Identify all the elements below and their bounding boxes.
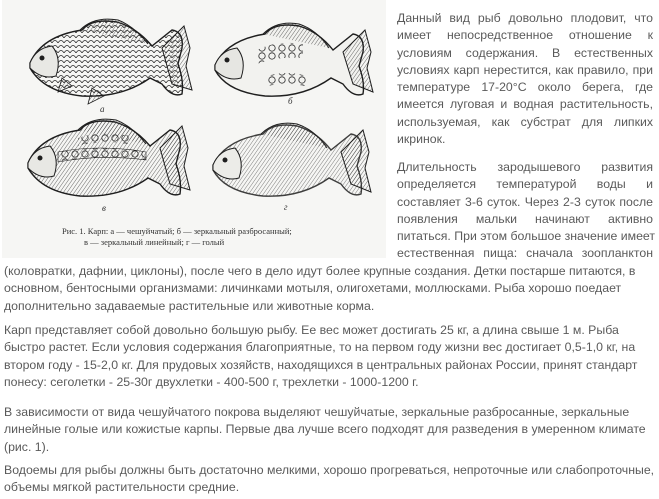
text-line: имеет непосредственное отношение к bbox=[397, 28, 653, 43]
paragraph-size bbox=[4, 322, 656, 391]
text-line: основном, бентосными организмами: личинками мотыля, олигохетами, моллюсками. Рыба хорошо поедает bbox=[4, 281, 622, 296]
text-line: (рис. 1). bbox=[4, 439, 50, 454]
text-line: условиям содержания. В естественных bbox=[397, 45, 653, 60]
text-line: дополнительно задаваемые растительные или животные корма. bbox=[4, 298, 375, 313]
text-line: линейные голые или кожистые карпы. Первые два лучше всего подходят для разведения в умеренном климате bbox=[4, 422, 646, 437]
text-line: используемая, как субстрат для липких bbox=[397, 114, 653, 129]
text-line: естественная пища: сначала зоопланктон bbox=[397, 246, 653, 261]
figure-label-b: б bbox=[288, 96, 293, 106]
text-line: объемы мягкой растительности средние. bbox=[4, 480, 240, 495]
text-line: составляет 3-6 суток. Через 2-3 суток после bbox=[397, 194, 653, 209]
figure-caption bbox=[62, 226, 362, 248]
text-line: икринок. bbox=[397, 132, 446, 147]
paragraph-development-right bbox=[397, 159, 653, 263]
fish-v-mirror-linear bbox=[28, 119, 190, 196]
fish-b-mirror-scattered bbox=[215, 23, 373, 96]
text-line: питаться. При этом большое значение имеет bbox=[397, 229, 655, 244]
fish-a-scaly bbox=[30, 19, 192, 104]
text-line: Водоемы для рыбы должны быть достаточно мелкими, хорошо прогреваться, непроточные или слабопроточные, bbox=[4, 463, 655, 477]
carp-illustrations bbox=[2, 0, 386, 258]
text-line: (коловратки, дафнии, циклоны), после чего в дело идут более крупные создания. Детки постарше питаются, в bbox=[4, 264, 636, 278]
carp-figure bbox=[2, 0, 386, 258]
paragraph-ponds bbox=[4, 462, 656, 497]
paragraph-reproduction bbox=[397, 10, 653, 148]
text-line: втором году - 15-2,0 кг. Для прудовых хозяйств, находящихся в центральных районах России, принят стандарт bbox=[4, 357, 638, 372]
figure-label-g: г bbox=[284, 202, 288, 212]
text-line: появления мальки начинают активно bbox=[397, 211, 653, 226]
text-line: Длительность зародышевого развития bbox=[397, 160, 653, 174]
text-line: быстро растет. Если условия содержания благоприятные, то на первом году жизни вес достигает 0,5-1,0 кг, на bbox=[4, 340, 636, 355]
text-line: температуре 17-20°С около берега, где bbox=[397, 80, 653, 95]
text-line: условиях карп нерестится, как правило, при bbox=[397, 62, 653, 77]
text-line: Данный вид рыб довольно плодовит, что bbox=[397, 11, 653, 25]
paragraph-types bbox=[4, 404, 656, 456]
text-line: В зависимости от вида чешуйчатого покрова выделяют чешуйчатые, зеркальные разбросанные, зеркальные bbox=[4, 405, 630, 419]
text-line: определяется температурой воды и bbox=[397, 177, 653, 192]
figure-label-a: а bbox=[100, 104, 105, 114]
figure-label-v: в bbox=[102, 203, 106, 213]
text-line: Карп представляет собой довольно большую рыбу. Ее вес может достигать 25 кг, а длина свыше 1 м. Рыба bbox=[4, 323, 619, 337]
caption-line: в — зеркальный линейный; г — голый bbox=[84, 237, 225, 247]
fish-g-leather bbox=[213, 123, 371, 196]
text-line: понесу: сеголетки - 25-30г двухлетки - 400-500 г, трехлетки - 1000-1200 г. bbox=[4, 374, 419, 389]
caption-line: Рис. 1. Карп: а — чешуйчатый; б — зеркальный разбросанный; bbox=[62, 226, 292, 236]
paragraph-development-full bbox=[4, 263, 656, 315]
text-line: имеется луговая и водная растительность, bbox=[397, 97, 653, 112]
